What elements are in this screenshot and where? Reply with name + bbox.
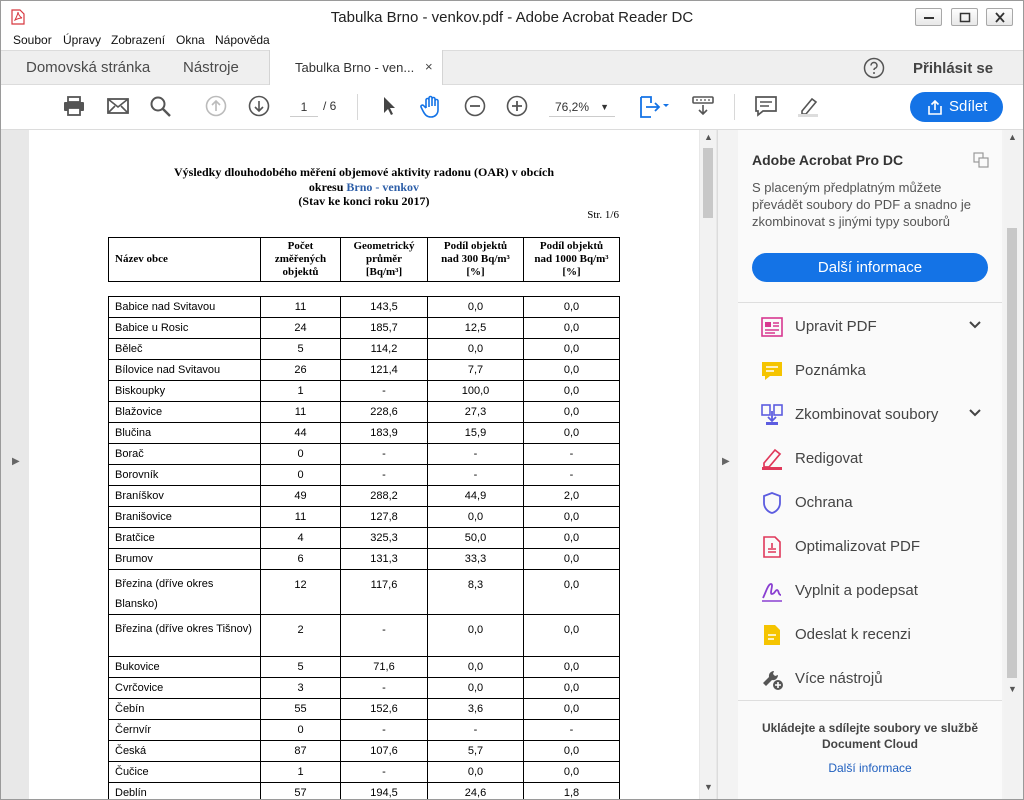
tool-fill-sign[interactable]	[738, 572, 1002, 612]
table-row	[109, 339, 620, 360]
header-geo-l2: průměr	[365, 253, 403, 265]
cell-geomean: 107,6	[341, 741, 428, 762]
table-row	[109, 360, 620, 381]
doc-title-line2	[29, 180, 699, 194]
cell-count: 0	[261, 444, 341, 465]
cell-municipality: Blažovice	[109, 402, 261, 423]
cell-geomean: 185,7	[341, 318, 428, 339]
cell-count: 5	[261, 657, 341, 678]
menu-bar	[1, 33, 1023, 50]
table-row	[109, 741, 620, 762]
cell-municipality: Borač	[109, 444, 261, 465]
tools-panel	[738, 130, 1002, 799]
cell-count: 1	[261, 762, 341, 783]
window-title: Tabulka Brno - venkov.pdf - Adobe Acrobat Reader DC	[330, 9, 694, 26]
cell-over300: -	[428, 465, 524, 486]
sign-in-link[interactable]: Přihlásit se	[913, 60, 994, 77]
cell-over300: 44,9	[428, 486, 524, 507]
zoom-in-icon[interactable]	[506, 95, 528, 117]
copy-icon[interactable]	[973, 152, 989, 168]
cell-municipality: Cvrčovice	[109, 678, 261, 699]
cell-over300: 33,3	[428, 549, 524, 570]
cell-count: 12	[261, 570, 341, 615]
cell-over1000: 0,0	[524, 297, 620, 318]
tool-comment[interactable]	[738, 352, 1002, 392]
cell-count: 24	[261, 318, 341, 339]
cell-over300: 15,9	[428, 423, 524, 444]
minimize-icon	[922, 12, 936, 23]
combine-files-icon	[760, 403, 784, 427]
cell-over1000: 0,0	[524, 762, 620, 783]
cell-over1000: 2,0	[524, 486, 620, 507]
cell-over1000: 0,0	[524, 318, 620, 339]
cell-geomean: 228,6	[341, 402, 428, 423]
edit-pdf-icon	[760, 315, 784, 339]
cell-geomean: 288,2	[341, 486, 428, 507]
header-over1000	[524, 238, 620, 282]
maximize-button[interactable]	[951, 8, 978, 26]
cell-geomean: 117,6	[341, 570, 428, 615]
header-count-l2: změřených	[274, 253, 327, 265]
cell-municipality: Bílovice nad Svitavou	[109, 360, 261, 381]
zoom-value: 76,2%	[555, 100, 590, 114]
hand-tool-icon[interactable]	[419, 95, 445, 119]
share-button[interactable]	[910, 92, 1003, 122]
print-icon[interactable]	[62, 95, 86, 117]
header-count-l1: Počet	[287, 240, 314, 252]
cell-over1000: 0,0	[524, 381, 620, 402]
tool-combine[interactable]	[738, 396, 1002, 436]
cell-geomean: 325,3	[341, 528, 428, 549]
cell-over1000: 0,0	[524, 507, 620, 528]
cell-municipality: Blučina	[109, 423, 261, 444]
tab-bar	[1, 50, 1023, 85]
scroll-mode-icon[interactable]	[691, 95, 715, 117]
tools-pane	[717, 130, 1023, 799]
table-row	[109, 699, 620, 720]
header-p1000-l2: nad 1000 Bq/m³	[534, 253, 609, 265]
cell-over300: 0,0	[428, 507, 524, 528]
cell-over1000: 0,0	[524, 699, 620, 720]
select-cursor-icon[interactable]	[379, 95, 399, 117]
tab-document[interactable]	[269, 50, 443, 86]
cell-over300: 8,3	[428, 570, 524, 615]
cell-geomean: 143,5	[341, 297, 428, 318]
table-row	[109, 507, 620, 528]
scroll-up-icon[interactable]: ▲	[1008, 132, 1017, 142]
cell-count: 1	[261, 381, 341, 402]
table-row	[109, 444, 620, 465]
shield-icon	[760, 491, 784, 515]
cell-municipality: Černvír	[109, 720, 261, 741]
share-icon	[927, 100, 943, 115]
header-p300-l3: [%]	[466, 266, 485, 278]
tab-home[interactable]: Domovská stránka	[26, 59, 151, 76]
cell-over1000: 0,0	[524, 528, 620, 549]
cell-municipality: Branišovice	[109, 507, 261, 528]
header-name: Název obce	[109, 238, 261, 282]
cell-geomean: -	[341, 720, 428, 741]
left-pane-toggle-icon[interactable]: ▶	[12, 456, 20, 467]
cell-over300: 0,0	[428, 339, 524, 360]
cell-over1000: 0,0	[524, 741, 620, 762]
cell-over1000: -	[524, 465, 620, 486]
cell-municipality: Braníškov	[109, 486, 261, 507]
close-window-button[interactable]	[986, 8, 1013, 26]
cell-municipality: Březina (dříve okres Blansko)	[109, 570, 261, 615]
cell-over1000: 0,0	[524, 615, 620, 657]
cell-geomean: -	[341, 678, 428, 699]
tool-label: Upravit PDF	[795, 318, 877, 335]
cell-geomean: -	[341, 465, 428, 486]
table-row	[109, 528, 620, 549]
header-p1000-l3: [%]	[562, 266, 581, 278]
header-count	[261, 238, 341, 282]
doc-title-line3: (Stav ke konci roku 2017)	[298, 194, 430, 208]
doc-title-line1: Výsledky dlouhodobého měření objemové aktivity radonu (OAR) v obcích	[173, 165, 555, 179]
cell-municipality: Březina (dříve okres Tišnov)	[109, 615, 261, 657]
cell-over1000: 0,0	[524, 570, 620, 615]
redact-icon	[760, 447, 784, 471]
minimize-button[interactable]	[915, 8, 942, 26]
cell-over300: 0,0	[428, 762, 524, 783]
cell-count: 11	[261, 402, 341, 423]
cell-count: 5	[261, 339, 341, 360]
cell-count: 4	[261, 528, 341, 549]
cell-geomean: -	[341, 381, 428, 402]
menu-upravy[interactable]: Úpravy	[63, 33, 102, 47]
tool-label: Ochrana	[795, 494, 853, 511]
table-row	[109, 783, 620, 800]
cloud-text-line2: Document Cloud	[822, 737, 918, 751]
cell-municipality: Běleč	[109, 339, 261, 360]
table-row	[109, 657, 620, 678]
maximize-icon	[958, 12, 972, 23]
tool-label: Redigovat	[795, 450, 863, 467]
header-p300-l2: nad 300 Bq/m³	[441, 253, 510, 265]
tab-tools[interactable]: Nástroje	[183, 59, 239, 76]
page-number-input[interactable]: 1	[290, 97, 318, 117]
cell-count: 6	[261, 549, 341, 570]
scrollbar-thumb[interactable]	[703, 148, 713, 218]
cloud-more-info-link[interactable]: Další informace	[828, 761, 912, 775]
cell-over300: -	[428, 444, 524, 465]
cell-over300: -	[428, 720, 524, 741]
fill-sign-icon	[760, 579, 784, 603]
previous-page-icon[interactable]	[205, 95, 227, 117]
cell-over300: 0,0	[428, 615, 524, 657]
cell-over1000: 0,0	[524, 678, 620, 699]
cell-over1000: 0,0	[524, 402, 620, 423]
wrench-plus-icon	[760, 667, 784, 691]
scroll-up-icon[interactable]: ▲	[704, 132, 713, 142]
zoom-out-icon[interactable]	[464, 95, 486, 117]
share-label: Sdílet	[949, 98, 988, 115]
cell-over1000: 0,0	[524, 549, 620, 570]
email-icon[interactable]	[106, 95, 130, 117]
title-bar	[1, 1, 1023, 33]
highlight-pen-icon[interactable]	[796, 95, 820, 117]
header-p1000-l1: Podíl objektů	[539, 240, 604, 252]
optimize-pdf-icon	[760, 535, 784, 559]
cell-over300: 100,0	[428, 381, 524, 402]
cell-over300: 7,7	[428, 360, 524, 381]
cell-municipality: Bukovice	[109, 657, 261, 678]
table-row	[109, 762, 620, 783]
tool-label: Odeslat k recenzi	[795, 626, 911, 643]
tool-optimize[interactable]	[738, 528, 1002, 568]
cell-count: 2	[261, 615, 341, 657]
cell-over1000: -	[524, 444, 620, 465]
cell-over300: 24,6	[428, 783, 524, 800]
tool-protect[interactable]	[738, 484, 1002, 524]
cell-count: 49	[261, 486, 341, 507]
scroll-down-icon[interactable]: ▼	[1008, 684, 1017, 694]
cell-over1000: 0,0	[524, 657, 620, 678]
cell-count: 57	[261, 783, 341, 800]
cell-over300: 12,5	[428, 318, 524, 339]
cell-over300: 5,7	[428, 741, 524, 762]
search-icon[interactable]	[149, 95, 173, 117]
tool-label: Optimalizovat PDF	[795, 538, 921, 555]
cell-municipality: Borovník	[109, 465, 261, 486]
pdf-page	[29, 130, 699, 799]
cell-over300: 0,0	[428, 678, 524, 699]
cell-municipality: Brumov	[109, 549, 261, 570]
cell-geomean: -	[341, 444, 428, 465]
doc-title-prefix: okresu	[308, 180, 347, 194]
header-geo-l1: Geometrický	[353, 240, 415, 252]
next-page-icon[interactable]	[248, 95, 270, 117]
cell-municipality: Biskoupky	[109, 381, 261, 402]
cell-count: 0	[261, 720, 341, 741]
panel-divider	[738, 700, 1002, 701]
cell-over300: 0,0	[428, 657, 524, 678]
send-review-icon	[760, 623, 784, 647]
table-row	[109, 297, 620, 318]
menu-soubor[interactable]: Soubor	[13, 33, 52, 47]
zoom-select[interactable]	[549, 97, 615, 117]
close-icon	[993, 12, 1007, 23]
cell-count: 55	[261, 699, 341, 720]
cell-over1000: 0,0	[524, 339, 620, 360]
toolbar-separator	[734, 94, 735, 120]
cell-count: 87	[261, 741, 341, 762]
document-tab-label: Tabulka Brno - ven...	[295, 60, 415, 75]
cell-over300: 3,6	[428, 699, 524, 720]
cell-count: 11	[261, 507, 341, 528]
chevron-down-icon[interactable]	[968, 318, 982, 332]
cell-count: 0	[261, 465, 341, 486]
table-row	[109, 465, 620, 486]
table-row	[109, 318, 620, 339]
close-tab-icon[interactable]: ×	[425, 59, 433, 74]
tool-more-tools[interactable]	[738, 660, 1002, 700]
chevron-down-icon: ▼	[600, 102, 609, 112]
tool-send-review[interactable]	[738, 616, 1002, 656]
cell-over1000: 0,0	[524, 360, 620, 381]
tool-edit-pdf[interactable]	[738, 308, 1002, 348]
cell-count: 26	[261, 360, 341, 381]
header-over300	[428, 238, 524, 282]
table-row	[109, 615, 620, 657]
toolbar	[1, 85, 1023, 130]
cell-municipality: Babice u Rosic	[109, 318, 261, 339]
table-row	[109, 486, 620, 507]
cell-geomean: -	[341, 762, 428, 783]
header-geo-l3: [Bq/m³]	[365, 266, 403, 278]
cell-geomean: 183,9	[341, 423, 428, 444]
cell-over1000: 0,0	[524, 423, 620, 444]
table-row	[109, 381, 620, 402]
header-geomean	[341, 238, 428, 282]
cell-over300: 50,0	[428, 528, 524, 549]
cell-geomean: 131,3	[341, 549, 428, 570]
document-cloud-promo	[738, 720, 1002, 752]
tool-label: Více nástrojů	[795, 670, 883, 687]
table-row	[109, 720, 620, 741]
help-icon[interactable]	[863, 57, 885, 79]
page-label: Str. 1/6	[587, 209, 619, 221]
promo-description: S placeným předplatným můžete převádět soubory do PDF a snadno je zkombinovat s jinými typy souborů	[752, 180, 971, 229]
cell-count: 3	[261, 678, 341, 699]
chevron-down-icon[interactable]	[968, 406, 982, 420]
panel-divider	[738, 302, 1002, 303]
more-info-button[interactable]: Další informace	[752, 253, 988, 282]
header-p300-l1: Podíl objektů	[443, 240, 508, 252]
table-row	[109, 570, 620, 615]
cell-municipality: Čebín	[109, 699, 261, 720]
cell-geomean: 114,2	[341, 339, 428, 360]
cell-municipality: Bratčice	[109, 528, 261, 549]
cell-geomean: 152,6	[341, 699, 428, 720]
menu-napoveda[interactable]: Nápověda	[215, 33, 270, 47]
table-header	[108, 237, 620, 282]
table-row	[109, 402, 620, 423]
tool-label: Vyplnit a podepsat	[795, 582, 918, 599]
right-pane-toggle-icon[interactable]: ▶	[722, 456, 730, 467]
table-row	[109, 549, 620, 570]
toolbar-separator	[357, 94, 358, 120]
menu-zobrazeni[interactable]: Zobrazení	[111, 33, 166, 47]
page-total: / 6	[323, 99, 337, 113]
data-table	[108, 296, 620, 799]
tool-redact[interactable]	[738, 440, 1002, 480]
page-fit-icon[interactable]	[637, 95, 671, 119]
tool-label: Zkombinovat soubory	[795, 406, 939, 423]
cell-geomean: 71,6	[341, 657, 428, 678]
header-count-l3: objektů	[282, 266, 319, 278]
cell-geomean: 121,4	[341, 360, 428, 381]
cloud-text-line1: Ukládejte a sdílejte soubory ve službě	[761, 721, 979, 735]
cell-over1000: 1,8	[524, 783, 620, 800]
scrollbar-thumb[interactable]	[1007, 228, 1017, 678]
cell-count: 11	[261, 297, 341, 318]
cell-municipality: Česká	[109, 741, 261, 762]
cell-geomean: -	[341, 615, 428, 657]
cell-count: 44	[261, 423, 341, 444]
cell-municipality: Deblín	[109, 783, 261, 800]
scroll-down-icon[interactable]: ▼	[704, 782, 713, 792]
tool-label: Poznámka	[795, 362, 866, 379]
comment-note-icon	[760, 359, 784, 383]
cell-over300: 27,3	[428, 402, 524, 423]
table-row	[109, 423, 620, 444]
cell-over1000: -	[524, 720, 620, 741]
cell-municipality: Babice nad Svitavou	[109, 297, 261, 318]
cell-geomean: 194,5	[341, 783, 428, 800]
comment-icon[interactable]	[754, 95, 778, 117]
cell-municipality: Čučice	[109, 762, 261, 783]
document-scrollbar[interactable]	[700, 130, 716, 799]
tools-pane-scrollbar[interactable]	[1004, 130, 1020, 799]
cell-geomean: 127,8	[341, 507, 428, 528]
menu-okna[interactable]: Okna	[176, 33, 205, 47]
table-row	[109, 678, 620, 699]
doc-title-district: Brno - venkov	[346, 180, 420, 194]
promo-heading: Adobe Acrobat Pro DC	[752, 152, 904, 168]
document-view[interactable]	[1, 130, 717, 799]
cell-over300: 0,0	[428, 297, 524, 318]
